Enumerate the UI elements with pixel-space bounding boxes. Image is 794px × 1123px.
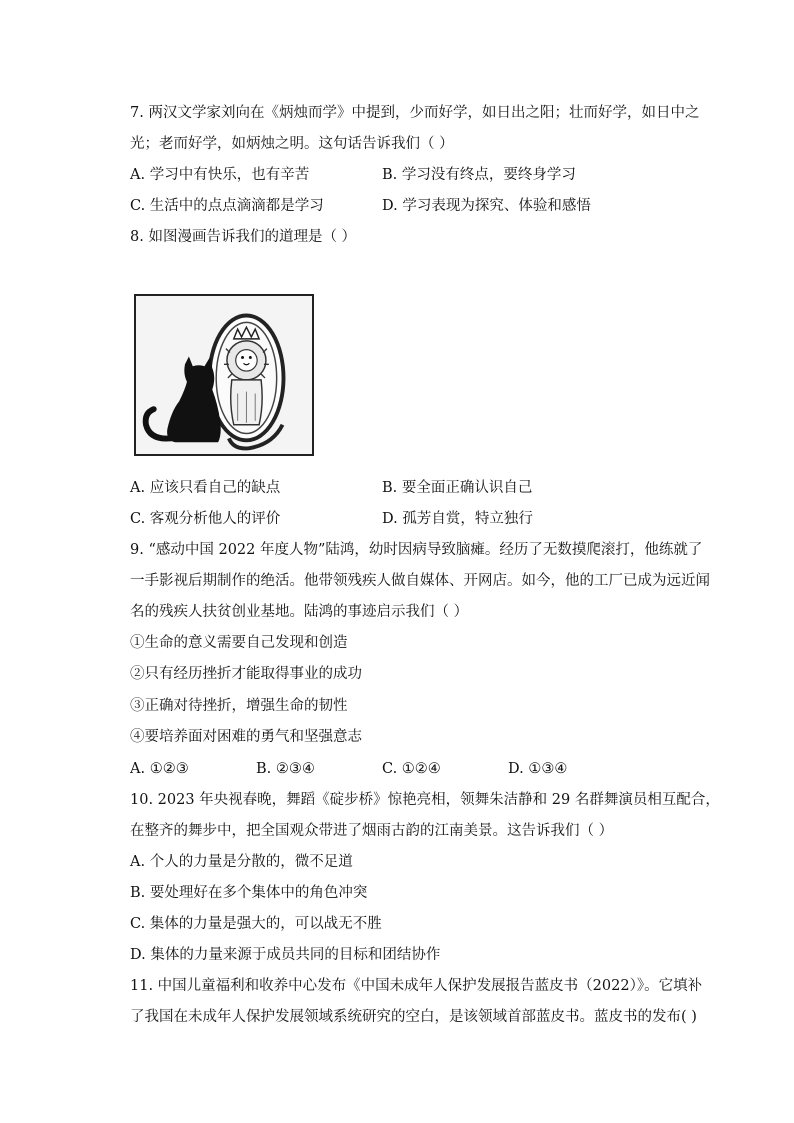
- q11-stem-line2: 了我国在未成年人保护发展领域系统研究的空白，是该领域首部蓝皮书。蓝皮书的发布( ): [130, 1009, 697, 1025]
- q10-option-a[interactable]: A. 个人的力量是分散的，微不足道: [130, 854, 353, 870]
- q9-stem-line3: 名的残疾人扶贫创业基地。陆鸿的事迹启示我们（ ）: [130, 604, 469, 620]
- q10-option-d[interactable]: D. 集体的力量来源于成员共同的目标和团结协作: [130, 947, 441, 963]
- black-cat: [167, 356, 221, 442]
- crown: [234, 327, 259, 339]
- q10-stem-line1: 10. 2023 年央视春晚，舞蹈《碇步桥》惊艳亮相，领舞朱洁静和 29 名群舞演员相互配合，: [130, 792, 720, 808]
- q7-option-c[interactable]: C. 生活中的点点滴滴都是学习: [130, 198, 324, 214]
- q9-statement-1: ①生命的意义需要自己发现和创造: [130, 635, 348, 651]
- q7-option-b[interactable]: B. 学习没有终点，要终身学习: [382, 167, 576, 183]
- q8-option-a[interactable]: A. 应该只看自己的缺点: [130, 480, 281, 496]
- q7-stem-line2: 光；老而好学，如炳烛之明。这句话告诉我们（ ）: [130, 136, 454, 152]
- q9-statement-2: ②只有经历挫折才能取得事业的成功: [130, 666, 362, 682]
- q8-option-c[interactable]: C. 客观分析他人的评价: [130, 511, 281, 527]
- q8-stem: 8. 如图漫画告诉我们的道理是（ ）: [130, 229, 357, 245]
- cat-mirror-lion-illustration: [136, 296, 312, 454]
- q9-option-a[interactable]: A. ①②③: [130, 761, 189, 777]
- q9-option-d[interactable]: D. ①③④: [508, 761, 568, 777]
- q7-stem-line1: 7. 两汉文学家刘向在《炳烛而学》中提到，少而好学，如日出之阳；壮而好学，如日中之: [130, 105, 700, 121]
- q10-option-c[interactable]: C. 集体的力量是强大的，可以战无不胜: [130, 916, 382, 932]
- q8-option-d[interactable]: D. 孤芳自赏，特立独行: [382, 511, 533, 527]
- q7-option-a[interactable]: A. 学习中有快乐，也有辛苦: [130, 167, 310, 183]
- q9-option-c[interactable]: C. ①②④: [382, 761, 441, 777]
- q8-cartoon-image: [134, 294, 314, 456]
- q8-option-b[interactable]: B. 要全面正确认识自己: [382, 480, 533, 496]
- q9-stem-line1: 9. “感动中国 2022 年度人物”陆鸿，幼时因病导致脑瘫。经历了无数摸爬滚打，他练就了: [130, 542, 703, 558]
- q9-option-b[interactable]: B. ②③④: [256, 761, 315, 777]
- q10-stem-line2: 在整齐的舞步中，把全国观众带进了烟雨古韵的江南美景。这告诉我们（ ）: [130, 823, 614, 839]
- q7-option-d[interactable]: D. 学习表现为探究、体验和感悟: [382, 198, 591, 214]
- q10-option-b[interactable]: B. 要处理好在多个集体中的角色冲突: [130, 885, 368, 901]
- q11-stem-line1: 11. 中国儿童福利和收养中心发布《中国未成年人保护发展报告蓝皮书（2022）》。它填补: [130, 978, 703, 994]
- q9-statement-4: ④要培养面对困难的勇气和坚强意志: [130, 729, 362, 745]
- q9-stem-line2: 一手影视后期制作的绝活。他带领残疾人做自媒体、开网店。如今，他的工厂已成为远近闻: [130, 573, 710, 589]
- q9-statement-3: ③正确对待挫折，增强生命的韧性: [130, 698, 348, 714]
